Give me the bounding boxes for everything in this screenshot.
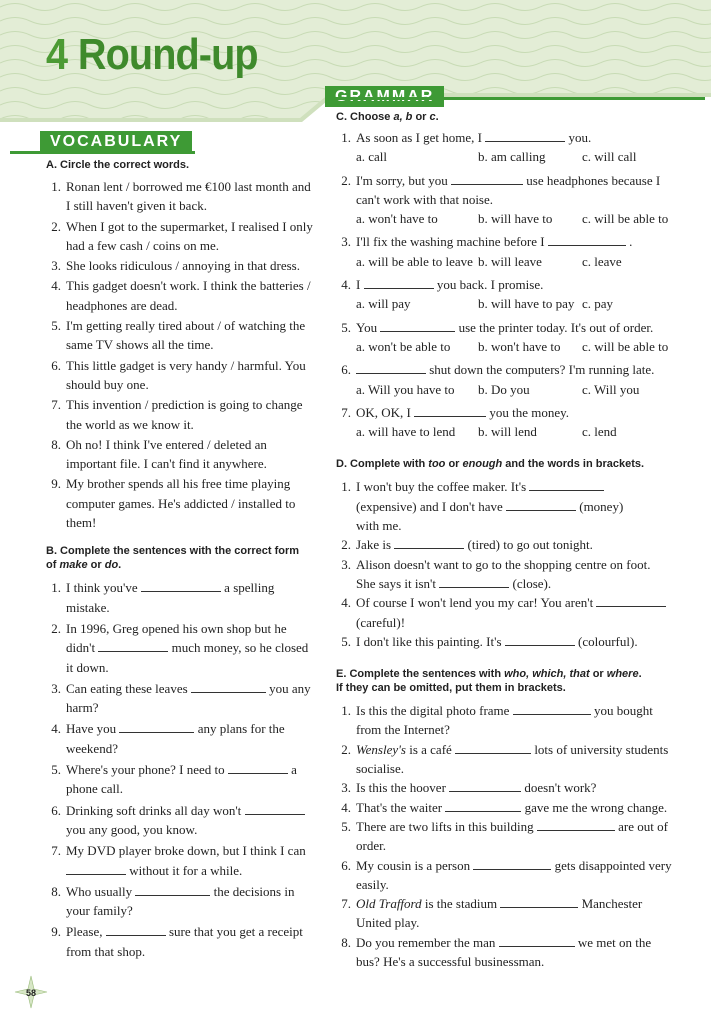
item-text (356, 778, 672, 797)
exercise-b-list (46, 578, 314, 961)
answer-options (336, 380, 672, 399)
question-block (336, 275, 672, 314)
sentence-start: Where's your phone? I need to (66, 762, 225, 778)
sentence-start: Can eating these leaves (66, 680, 188, 696)
answer-blank[interactable] (529, 479, 604, 491)
sentence-start: Who usually (66, 883, 133, 899)
item-text (66, 395, 314, 434)
option-a[interactable]: a. Will you have to (356, 381, 455, 397)
sentence-text: She looks ridiculous / annoying in that dress. (66, 258, 300, 274)
list-item (46, 435, 314, 474)
item-number: 5. (341, 319, 351, 335)
answer-blank[interactable] (449, 780, 521, 792)
vocabulary-column (46, 158, 314, 963)
item-number: 4. (51, 278, 61, 294)
answer-blank[interactable] (66, 863, 126, 875)
list-item (46, 841, 314, 880)
sentence-end: Manchester United play. (356, 896, 643, 931)
item-number: 5. (341, 633, 351, 649)
option-c[interactable]: c. Will you (582, 381, 640, 397)
sentence-text: This invention / prediction is going to change the world as we know it. (66, 397, 303, 432)
item-text (356, 171, 672, 210)
item-number: 4. (51, 721, 61, 737)
list-item (336, 171, 672, 210)
item-text (356, 740, 672, 779)
option-c[interactable]: c. leave (582, 253, 622, 269)
item-number: 3. (341, 780, 351, 796)
list-item (336, 535, 672, 554)
question-block (336, 232, 672, 271)
item-number: 3. (341, 234, 351, 250)
item-text (66, 256, 314, 275)
question-block (336, 318, 672, 357)
item-number: 4. (341, 277, 351, 293)
list-item (336, 318, 672, 337)
option-c[interactable]: c. pay (582, 296, 614, 312)
option-b[interactable]: b. Do you (478, 381, 530, 397)
sentence-start: That's the waiter (356, 799, 443, 815)
item-text (356, 856, 672, 895)
answer-blank[interactable] (445, 800, 521, 812)
item-number: 4. (341, 595, 351, 611)
item-number: 9. (51, 476, 61, 492)
answer-blank[interactable] (414, 405, 486, 417)
answer-blank[interactable] (380, 320, 455, 332)
option-b[interactable]: b. will leave (478, 253, 542, 269)
sentence-start: In 1996, Greg opened his own shop but he didn't (66, 620, 287, 656)
list-item (336, 403, 672, 422)
list-item (46, 719, 314, 758)
answer-blank[interactable] (439, 576, 509, 588)
list-item (46, 217, 314, 256)
item-number: 1. (51, 580, 61, 596)
item-text (66, 316, 314, 355)
sentence-end: without it for a while. (129, 862, 243, 878)
answer-blank[interactable] (135, 884, 210, 896)
sentence-end: . (629, 234, 633, 250)
list-item (46, 801, 314, 840)
sentence-text: My brother spends all his free time playing computer games. He's addicted / installed to them! (66, 476, 296, 531)
sentence-start: I (356, 277, 361, 293)
answer-blank[interactable] (106, 924, 166, 936)
answer-blank[interactable] (513, 703, 591, 715)
list-item (46, 474, 314, 532)
sentence-text: I'm getting really tired about / of watching the same TV shows all the time. (66, 318, 306, 353)
sentence-text: This gadget doesn't work. I think the batteries / headphones are dead. (66, 278, 311, 313)
sentence-start: I don't like this painting. It's (356, 633, 502, 649)
item-text (356, 798, 672, 817)
item-text (356, 360, 672, 379)
answer-options (336, 147, 672, 166)
item-text (356, 933, 672, 972)
sentence-start: Is this the hoover (356, 780, 446, 796)
sentence-start: My cousin is a person (356, 857, 471, 873)
sentence-end: use the printer today. It's out of order. (458, 319, 654, 335)
list-item (46, 578, 314, 617)
sentence-middle: (expensive) and I don't have (356, 498, 503, 514)
item-text (66, 177, 314, 216)
unit-title-text: Round-up (77, 30, 258, 79)
vocabulary-rule (10, 151, 195, 154)
item-text (356, 894, 672, 933)
exercise-a-instruction: A. Circle the correct words. (46, 159, 190, 171)
list-item (336, 817, 672, 856)
list-item (336, 632, 672, 651)
item-text (356, 128, 672, 147)
sentence-start: Of course I won't lend you my car! You aren't (356, 595, 594, 611)
unit-number: 4 (46, 30, 68, 79)
item-text (66, 619, 314, 677)
list-item (336, 360, 672, 379)
answer-blank[interactable] (451, 173, 523, 185)
item-number: 2. (51, 218, 61, 234)
sentence-start: Have you (66, 721, 117, 737)
item-number: 3. (51, 258, 61, 274)
item-text (66, 922, 314, 961)
item-text (356, 555, 672, 594)
item-text (356, 632, 672, 651)
bracket-word: (careful)! (356, 614, 406, 630)
sentence-text: Ronan lent / borrowed me €100 last month and I still haven't given it back. (66, 179, 311, 214)
option-a[interactable]: a. call (356, 149, 388, 165)
item-text (356, 535, 672, 554)
answer-options (336, 209, 672, 228)
list-item (46, 356, 314, 395)
page-number: 58 (26, 988, 37, 998)
list-item (336, 593, 672, 632)
list-item (46, 922, 314, 961)
item-text (66, 356, 314, 395)
answer-blank[interactable] (364, 277, 434, 289)
answer-blank[interactable] (141, 580, 221, 592)
list-item (336, 798, 672, 817)
answer-options (336, 294, 672, 313)
item-number: 6. (51, 357, 61, 373)
item-number: 7. (341, 404, 351, 420)
answer-blank[interactable] (455, 742, 531, 754)
answer-options (336, 422, 672, 441)
proper-name: Wensley's (356, 741, 406, 757)
sentence-end: we met on the bus? He's a successful businessman. (356, 934, 652, 969)
sentence-end: the decisions in your family? (66, 883, 295, 919)
item-text (356, 817, 672, 856)
list-item (336, 740, 672, 779)
item-number: 5. (341, 818, 351, 834)
item-text (66, 474, 314, 532)
item-number: 8. (51, 436, 61, 452)
sentence-end: gets disappointed very easily. (356, 857, 672, 892)
item-number: 1. (51, 179, 61, 194)
sentence-start: Do you remember the man (356, 934, 496, 950)
exercise-d-instruction: D. Complete with too or enough and the words in brackets. (336, 458, 645, 471)
list-item (46, 177, 314, 216)
sentence-end: any plans for the weekend? (66, 721, 285, 756)
sentence-start: Drinking soft drinks all day won't (66, 802, 242, 818)
item-text (66, 801, 314, 840)
item-text (66, 276, 314, 315)
item-number: 3. (341, 556, 351, 572)
sentence-start: There are two lifts in this building (356, 818, 534, 834)
unit-title (46, 30, 258, 80)
option-b[interactable]: b. will lend (478, 424, 537, 440)
question-block (336, 403, 672, 442)
item-text (356, 701, 672, 740)
sentence-start: Alison doesn't want to go to the shopping centre on foot. (356, 556, 651, 572)
option-b[interactable]: b. won't have to (478, 338, 561, 354)
item-number: 7. (341, 896, 351, 912)
option-c[interactable]: c. will call (582, 149, 637, 165)
sentence-start: Is this the digital photo frame (356, 703, 510, 719)
option-c[interactable]: c. will be able to (582, 338, 669, 354)
sentence-start: You (356, 319, 378, 335)
sentence-start: is a café (405, 741, 452, 757)
list-item (46, 395, 314, 434)
answer-blank[interactable] (191, 681, 266, 693)
sentence-end: are out of order. (356, 818, 668, 854)
answer-blank[interactable] (506, 499, 576, 511)
grammar-rule (325, 97, 705, 100)
exercise-e-list (336, 701, 672, 971)
sentence-end: you any good, you know. (66, 821, 198, 837)
list-item (336, 477, 672, 535)
proper-name: Old Trafford (356, 896, 422, 912)
sentence-text: This little gadget is very handy / harmful. You should buy one. (66, 357, 306, 392)
list-item (46, 619, 314, 677)
option-a[interactable]: a. won't be able to (356, 338, 451, 354)
option-a[interactable]: a. won't have to (356, 211, 438, 227)
answer-blank[interactable] (548, 234, 626, 246)
item-text (66, 760, 314, 799)
sentence-end: (colourful). (578, 633, 638, 649)
sentence-start: As soon as I get home, I (356, 130, 483, 145)
answer-blank[interactable] (228, 762, 288, 774)
sentence-end: use headphones because I can't work with that noise. (356, 172, 661, 207)
item-text (356, 477, 672, 535)
answer-blank[interactable] (499, 935, 575, 947)
option-b[interactable]: b. will have to (478, 211, 553, 227)
list-item (46, 882, 314, 921)
answer-blank[interactable] (98, 640, 168, 652)
sentence-end: doesn't work? (524, 780, 597, 796)
item-number: 2. (341, 741, 351, 757)
answer-blank[interactable] (485, 130, 565, 142)
item-number: 3. (51, 680, 61, 696)
item-number: 5. (51, 762, 61, 778)
exercise-a-list (46, 177, 314, 532)
question-block (336, 171, 672, 229)
item-text (356, 275, 672, 294)
list-item (336, 701, 672, 740)
sentence-start: My DVD player broke down, but I think I can (66, 843, 306, 859)
item-number: 1. (341, 130, 351, 145)
question-block (336, 128, 672, 167)
exercise-c-list (336, 128, 672, 441)
item-number: 1. (341, 703, 351, 719)
grammar-column (336, 110, 672, 971)
item-text (66, 719, 314, 758)
sentence-start: OK, OK, I (356, 404, 411, 420)
answer-blank[interactable] (537, 819, 615, 831)
option-c[interactable]: c. will be able to (582, 211, 669, 227)
item-text (66, 679, 314, 718)
item-text (66, 841, 314, 880)
answer-blank[interactable] (596, 595, 666, 607)
sentence-end: (tired) to go out tonight. (467, 537, 593, 553)
exercise-d-list (336, 477, 672, 651)
sentence-end: a spelling mistake. (66, 580, 275, 615)
exercise-b-instruction: B. Complete the sentences with the correct form of make or do. (46, 545, 300, 572)
sentence-end: you back. I promise. (436, 277, 544, 293)
list-item (46, 276, 314, 315)
question-block (336, 360, 672, 399)
option-b[interactable]: b. will have to pay (478, 296, 575, 312)
answer-blank[interactable] (245, 803, 305, 815)
answer-blank[interactable] (356, 362, 426, 374)
answer-blank[interactable] (505, 634, 575, 646)
sentence-end: with me. (356, 518, 402, 534)
list-item (46, 256, 314, 275)
list-item (336, 933, 672, 972)
sentence-start: I won't buy the coffee maker. It's (356, 479, 527, 495)
item-number: 7. (51, 843, 61, 859)
item-number: 9. (51, 924, 61, 940)
answer-options (336, 252, 672, 271)
sentence-end: gave me the wrong change. (524, 799, 668, 815)
list-item (336, 232, 672, 251)
item-number: 6. (51, 802, 61, 818)
item-text (356, 232, 672, 251)
sentence-start: I'll fix the washing machine before I (356, 234, 545, 250)
sentence-middle: She says it isn't (356, 575, 436, 591)
option-b[interactable]: b. am calling (478, 149, 546, 165)
item-number: 8. (51, 883, 61, 899)
sentence-end: a phone call. (66, 762, 297, 797)
option-a[interactable]: a. will have to lend (356, 424, 456, 440)
option-a[interactable]: a. will pay (356, 296, 411, 312)
sentence-start: is the stadium (421, 896, 498, 912)
item-number: 4. (341, 799, 351, 815)
exercise-c-instruction: C. Choose a, b or c. (336, 111, 439, 123)
item-text (66, 882, 314, 921)
option-c[interactable]: c. lend (582, 424, 617, 440)
sentence-end: shut down the computers? I'm running late. (429, 362, 655, 378)
answer-blank[interactable] (394, 537, 464, 549)
list-item (46, 679, 314, 718)
item-number: 2. (51, 620, 61, 636)
sentence-end: lots of university students socialise. (356, 741, 669, 777)
list-item (46, 316, 314, 355)
sentence-end: you bought from the Internet? (356, 703, 653, 738)
item-text (356, 318, 672, 337)
list-item (336, 128, 672, 147)
vocabulary-heading: VOCABULARY (40, 131, 192, 152)
list-item (336, 856, 672, 895)
item-number: 7. (51, 397, 61, 413)
item-number: 8. (341, 934, 351, 950)
item-text (66, 217, 314, 256)
answer-blank[interactable] (473, 858, 551, 870)
sentence-end: you. (568, 130, 592, 145)
answer-blank[interactable] (500, 896, 578, 908)
item-number: 2. (341, 537, 351, 553)
item-number: 5. (51, 318, 61, 334)
sentence-start: I think you've (66, 580, 138, 596)
answer-options (336, 337, 672, 356)
item-number: 6. (341, 362, 351, 378)
sentence-text: When I got to the supermarket, I realised I only had a few cash / coins on me. (66, 218, 313, 253)
sentence-end: you any harm? (66, 680, 311, 716)
item-number: 2. (341, 172, 351, 188)
sentence-end: sure that you get a receipt from that shop. (66, 924, 303, 959)
sentence-start: Jake is (356, 537, 392, 553)
item-text (66, 578, 314, 617)
option-a[interactable]: a. will be able to leave (356, 253, 473, 269)
sentence-end: you the money. (489, 404, 570, 420)
item-text (356, 593, 672, 632)
list-item (336, 275, 672, 294)
exercise-e-instruction: E. Complete the sentences with who, which, that or where. If they can be omitted, put them in brackets. (336, 668, 642, 695)
bracket-word: (close). (512, 575, 552, 591)
item-number: 6. (341, 857, 351, 873)
list-item (336, 894, 672, 933)
list-item (336, 778, 672, 797)
bracket-word: (money) (579, 498, 624, 514)
item-text (66, 435, 314, 474)
answer-blank[interactable] (119, 721, 194, 733)
sentence-start: Please, (66, 924, 103, 940)
list-item (46, 760, 314, 799)
sentence-end: much money, so he closed it down. (66, 640, 309, 675)
item-number: 1. (341, 479, 351, 495)
sentence-text: Oh no! I think I've entered / deleted an important file. I can't find it anywhere. (66, 436, 267, 472)
item-text (356, 403, 672, 422)
sentence-start: I'm sorry, but you (356, 172, 448, 188)
list-item (336, 555, 672, 594)
